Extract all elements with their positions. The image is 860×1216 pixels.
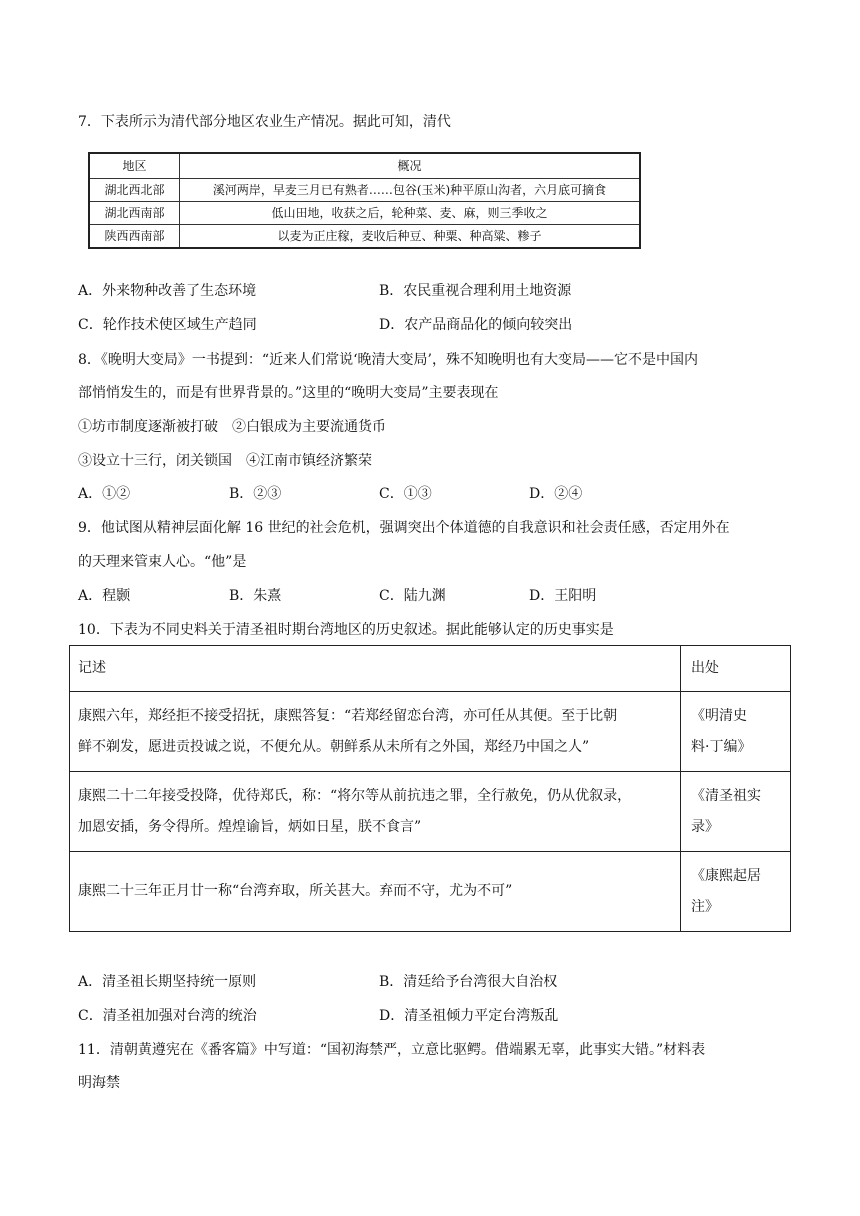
q7-option-b: B．农民重视合理利用土地资源 — [379, 283, 572, 299]
q8-stem-line1: 8．《晚明大变局》一书提到：“近来人们常说‘晚清大变局’，殊不知晚明也有大变局——它不是中国内 — [78, 352, 698, 368]
q9-option-c: C．陆九渊 — [379, 588, 446, 604]
q8-stem-line2: 部悄悄发生的，而是有世界背景的。”这里的“晚明大变局”主要表现在 — [78, 385, 499, 401]
q10-record-line: 康熙二十二年接受投降，优待郑氏，称：“将尔等从前抗违之罪，全行赦免，仍从优叙录， — [78, 787, 632, 804]
q7-row-overview: 溪河两岸，早麦三月已有熟者……包谷(玉米)种平原山沟者，六月底可摘食 — [180, 179, 641, 202]
q10-record-line: 康熙六年，郑经拒不接受招抚，康熙答复：“若郑经留恋台湾，亦可任从其便。至于比朝 — [78, 707, 618, 724]
q11-stem-line1: 11．清朝黄遵宪在《番客篇》中写道：“国初海禁严，立意比驱鳄。借端累无辜，此事实大错。”材料表 — [78, 1042, 706, 1058]
q9-stem-line1: 9．他试图从精神层面化解 16 世纪的社会危机，强调突出个体道德的自我意识和社会责任感，否定用外在 — [78, 520, 730, 536]
q10-option-c: C．清圣祖加强对台湾的统治 — [78, 1008, 257, 1024]
q10-row-source — [681, 772, 791, 852]
q7-row-overview: 以麦为正庄稼，麦收后种豆、种粟、种高粱、糁子 — [180, 225, 641, 249]
q10-source-line: 《康熙起居 — [691, 867, 761, 884]
q10-source-line: 录》 — [691, 818, 719, 835]
q10-option-d: D．清圣祖倾力平定台湾叛乱 — [379, 1008, 559, 1024]
q9-stem-line2: 的天理来管束人心。“他”是 — [78, 554, 247, 570]
q10-record-line: 康熙二十三年正月廿一称“台湾弃取，所关甚大。弃而不守，尤为不可” — [78, 883, 513, 899]
q10-record-line: 加恩安插，务令得所。煌煌谕旨，炳如日星，朕不食言” — [78, 818, 422, 835]
q10-stem: 10．下表为不同史料关于清圣祖时期台湾地区的历史叙述。据此能够认定的历史事实是 — [78, 622, 614, 638]
q8-option-a: A．①② — [78, 486, 131, 502]
q10-header-source: 出处 — [681, 646, 791, 692]
q8-option-d: D．②④ — [529, 486, 583, 502]
q7-row-region: 湖北西南部 — [89, 202, 180, 225]
q7-option-d: D．农产品商品化的倾向较突出 — [379, 317, 573, 333]
q9-option-b: B．朱熹 — [229, 588, 282, 604]
q10-row-source — [681, 692, 791, 772]
q7-table — [88, 152, 641, 249]
q10-option-b: B．清廷给予台湾很大自治权 — [379, 974, 558, 990]
q9-option-a: A．程颢 — [78, 588, 131, 604]
q7-option-c: C．轮作技术使区域生产趋同 — [78, 317, 257, 333]
q10-option-a: A．清圣祖长期坚持统一原则 — [78, 974, 257, 990]
q10-header-record: 记述 — [70, 646, 681, 692]
q8-items-line2: ③设立十三行，闭关锁国 ④江南市镇经济繁荣 — [78, 453, 372, 469]
q11-stem-line2: 明海禁 — [78, 1075, 120, 1091]
q7-stem: 7．下表所示为清代部分地区农业生产情况。据此可知，清代 — [78, 114, 451, 130]
q10-row-source — [681, 852, 791, 932]
q7-header-overview: 概况 — [180, 153, 641, 179]
q7-header-region: 地区 — [89, 153, 180, 179]
q10-row-record — [70, 772, 681, 852]
q10-source-line: 注》 — [691, 898, 719, 915]
q10-table — [69, 645, 791, 932]
q10-row-record — [70, 692, 681, 772]
q9-option-d: D．王阳明 — [529, 588, 597, 604]
q8-items-line1: ①坊市制度逐渐被打破 ②白银成为主要流通货币 — [78, 419, 386, 435]
q8-option-b: B．②③ — [229, 486, 282, 502]
q10-source-line: 《清圣祖实 — [691, 787, 761, 804]
q7-row-region: 湖北西北部 — [89, 179, 180, 202]
q10-row-record — [70, 852, 681, 932]
q8-option-c: C．①③ — [379, 486, 432, 502]
q7-row-overview: 低山田地，收获之后，轮种菜、麦、麻，则三季收之 — [180, 202, 641, 225]
q7-row-region: 陕西西南部 — [89, 225, 180, 249]
q7-option-a: A．外来物种改善了生态环境 — [78, 283, 257, 299]
q10-source-line: 《明清史 — [691, 707, 747, 724]
q10-source-line: 料·丁编》 — [691, 738, 752, 755]
q10-record-line: 鲜不剃发，愿进贡投诚之说，不便允从。朝鲜系从未所有之外国，郑经乃中国之人” — [78, 738, 590, 755]
